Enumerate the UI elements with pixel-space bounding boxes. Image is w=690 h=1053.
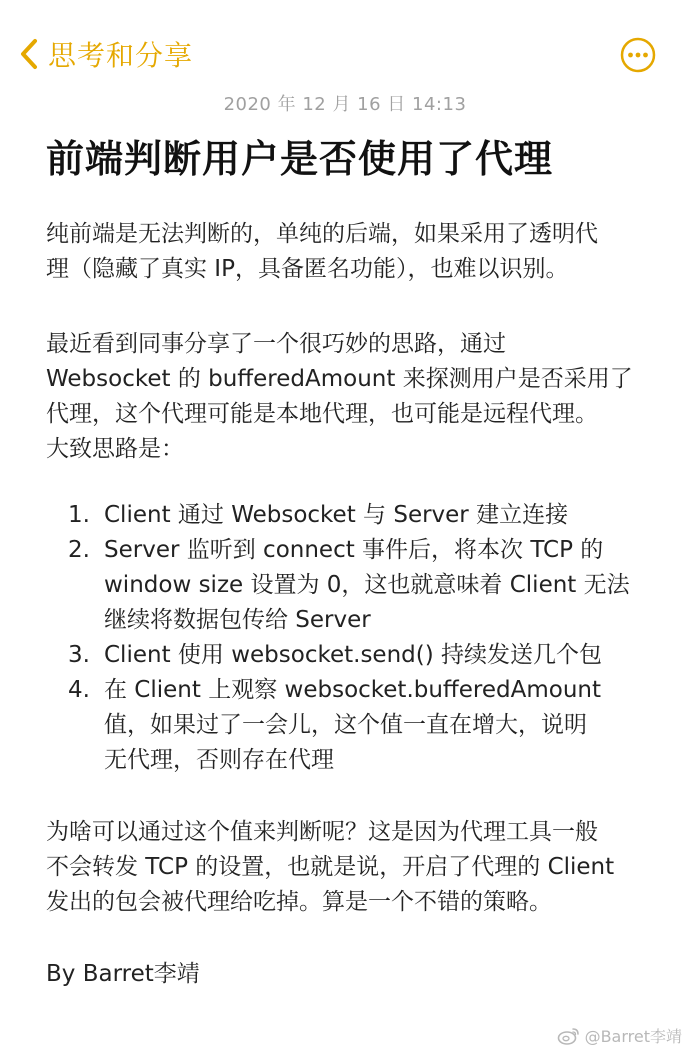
weibo-logo-icon <box>557 1026 581 1046</box>
navigation-bar <box>0 0 690 100</box>
list-number: 1. <box>68 502 90 528</box>
list-item <box>46 638 656 673</box>
list-item <box>46 673 656 778</box>
more-button[interactable] <box>620 37 656 73</box>
paragraph-2 <box>46 327 656 467</box>
list-number: 4. <box>68 677 90 703</box>
back-label: 思考和分享 <box>48 39 194 72</box>
text-line: Client 使用 websocket.send() 持续发送几个包 <box>104 642 603 668</box>
text-line: 代理，这个代理可能是本地代理，也可能是远程代理。 <box>46 401 598 427</box>
text-line: 最近看到同事分享了一个很巧妙的思路，通过 <box>46 331 506 357</box>
list-number: 3. <box>68 642 90 668</box>
list-item <box>46 498 656 533</box>
text-line: Server 监听到 connect 事件后，将本次 TCP 的 <box>104 537 604 563</box>
text-line: 发出的包会被代理给吃掉。算是一个不错的策略。 <box>46 889 552 915</box>
note-title: 前端判断用户是否使用了代理 <box>46 137 554 181</box>
note-date: 2020 年 12 月 16 日 14:13 <box>223 94 467 115</box>
watermark-text: @Barret李靖 <box>584 1027 682 1046</box>
text-line: 继续将数据包传给 Server <box>104 607 371 633</box>
signature <box>46 957 656 992</box>
chevron-left-icon <box>18 37 40 71</box>
watermark <box>557 1024 682 1047</box>
back-button[interactable] <box>18 34 193 74</box>
text-line: Websocket 的 bufferedAmount 来探测用户是否采用了 <box>46 366 633 392</box>
text-line: Client 通过 Websocket 与 Server 建立连接 <box>104 502 569 528</box>
steps-list <box>46 498 656 778</box>
text-line: 纯前端是无法判断的，单纯的后端，如果采用了透明代 <box>46 221 598 247</box>
text-line: 大致思路是： <box>46 436 184 462</box>
text-line: 无代理，否则存在代理 <box>104 747 334 773</box>
text-line: window size 设置为 0，这也就意味着 Client 无法 <box>104 572 630 598</box>
text-line: 理（隐藏了真实 IP，具备匿名功能），也难以识别。 <box>46 256 569 282</box>
paragraph-1 <box>46 217 656 287</box>
paragraph-3 <box>46 815 656 920</box>
text-line: 值，如果过了一会儿，这个值一直在增大，说明 <box>104 712 587 738</box>
ellipsis-circle-icon <box>620 37 656 73</box>
text-line: 不会转发 TCP 的设置，也就是说，开启了代理的 Client <box>46 854 615 880</box>
list-number: 2. <box>68 537 90 563</box>
text-line: 为啥可以通过这个值来判断呢？这是因为代理工具一般 <box>46 819 598 845</box>
list-item <box>46 533 656 638</box>
text-line: 在 Client 上观察 websocket.bufferedAmount <box>104 677 602 703</box>
signature-text: By Barret李靖 <box>46 961 200 987</box>
